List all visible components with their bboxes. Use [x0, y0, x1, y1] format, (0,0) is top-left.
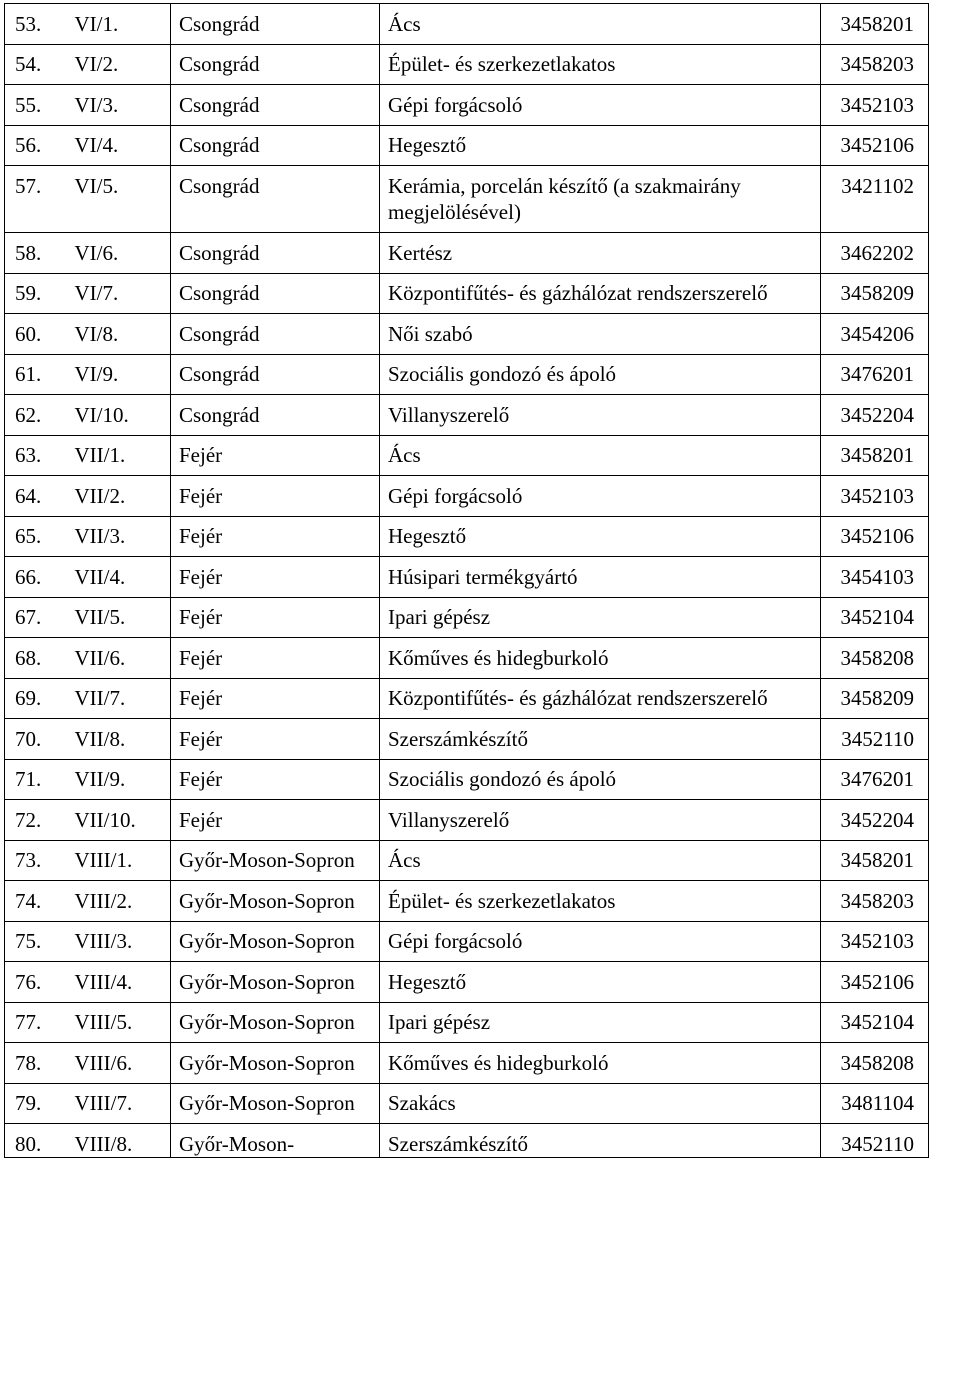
table-row	[5, 273, 929, 314]
table-row	[5, 921, 929, 962]
row-number: 66.	[5, 557, 67, 598]
occupation-name: Épület- és szerkezetlakatos	[380, 881, 821, 922]
occupation-id: 3476201	[821, 759, 929, 800]
row-number: 62.	[5, 395, 67, 436]
occupation-name: Kerámia, porcelán készítő (a szakmairány megjelölésével)	[380, 166, 821, 233]
row-code: VII/2.	[67, 476, 171, 517]
county-name: Fejér	[171, 800, 380, 841]
table-body	[5, 4, 929, 1158]
occupation-name: Szakács	[380, 1083, 821, 1124]
row-number: 71.	[5, 759, 67, 800]
occupation-name: Szociális gondozó és ápoló	[380, 759, 821, 800]
row-number: 56.	[5, 125, 67, 166]
occupation-id: 3458201	[821, 435, 929, 476]
occupation-id: 3452106	[821, 962, 929, 1003]
row-number: 70.	[5, 719, 67, 760]
county-name: Fejér	[171, 638, 380, 679]
occupation-id: 3452104	[821, 597, 929, 638]
row-number: 59.	[5, 273, 67, 314]
row-number: 77.	[5, 1002, 67, 1043]
occupation-name: Ács	[380, 435, 821, 476]
row-number: 78.	[5, 1043, 67, 1084]
row-code: VII/10.	[67, 800, 171, 841]
county-name: Fejér	[171, 719, 380, 760]
occupation-name: Ács	[380, 4, 821, 45]
table-row	[5, 840, 929, 881]
table-row	[5, 800, 929, 841]
row-code: VI/8.	[67, 314, 171, 355]
row-number: 54.	[5, 44, 67, 85]
table-row	[5, 759, 929, 800]
row-code: VII/5.	[67, 597, 171, 638]
occupation-id: 3452103	[821, 85, 929, 126]
row-code: VIII/4.	[67, 962, 171, 1003]
occupation-name: Gépi forgácsoló	[380, 85, 821, 126]
row-code: VII/8.	[67, 719, 171, 760]
county-name: Csongrád	[171, 233, 380, 274]
occupation-id: 3458209	[821, 678, 929, 719]
row-code: VI/5.	[67, 166, 171, 233]
row-code: VII/9.	[67, 759, 171, 800]
county-name: Csongrád	[171, 85, 380, 126]
occupation-id: 3452104	[821, 1002, 929, 1043]
row-code: VI/10.	[67, 395, 171, 436]
county-name: Csongrád	[171, 4, 380, 45]
occupation-name: Gépi forgácsoló	[380, 921, 821, 962]
occupation-id: 3481104	[821, 1083, 929, 1124]
occupation-id: 3458208	[821, 638, 929, 679]
occupation-name: Húsipari termékgyártó	[380, 557, 821, 598]
occupation-name: Kertész	[380, 233, 821, 274]
row-code: VII/3.	[67, 516, 171, 557]
row-number: 61.	[5, 354, 67, 395]
row-code: VI/3.	[67, 85, 171, 126]
county-name: Fejér	[171, 435, 380, 476]
table-row	[5, 1083, 929, 1124]
row-code: VIII/2.	[67, 881, 171, 922]
occupation-name: Épület- és szerkezetlakatos	[380, 44, 821, 85]
county-name: Csongrád	[171, 44, 380, 85]
table-row	[5, 166, 929, 233]
row-number: 63.	[5, 435, 67, 476]
county-name: Csongrád	[171, 166, 380, 233]
table-row	[5, 233, 929, 274]
row-code: VIII/7.	[67, 1083, 171, 1124]
occupations-table	[4, 3, 929, 1158]
table-row	[5, 962, 929, 1003]
occupation-name: Női szabó	[380, 314, 821, 355]
table-row	[5, 719, 929, 760]
county-name: Győr-Moson-Sopron	[171, 881, 380, 922]
row-number: 65.	[5, 516, 67, 557]
row-number: 68.	[5, 638, 67, 679]
row-number: 64.	[5, 476, 67, 517]
occupation-name: Központifűtés- és gázhálózat rendszerszerelő	[380, 273, 821, 314]
row-code: VII/7.	[67, 678, 171, 719]
table-row	[5, 1043, 929, 1084]
county-name: Győr-Moson-Sopron	[171, 1083, 380, 1124]
occupation-id: 3452204	[821, 395, 929, 436]
county-name: Győr-Moson-Sopron	[171, 1002, 380, 1043]
occupation-id: 3452103	[821, 921, 929, 962]
row-code: VII/4.	[67, 557, 171, 598]
county-name: Fejér	[171, 557, 380, 598]
table-row	[5, 557, 929, 598]
row-number: 69.	[5, 678, 67, 719]
occupation-name: Ipari gépész	[380, 1002, 821, 1043]
occupation-name: Szociális gondozó és ápoló	[380, 354, 821, 395]
occupation-id: 3452106	[821, 125, 929, 166]
occupation-name: Ipari gépész	[380, 597, 821, 638]
county-name: Csongrád	[171, 354, 380, 395]
row-code: VIII/5.	[67, 1002, 171, 1043]
row-code: VIII/1.	[67, 840, 171, 881]
occupation-name: Hegesztő	[380, 125, 821, 166]
occupation-name: Villanyszerelő	[380, 800, 821, 841]
county-name: Csongrád	[171, 395, 380, 436]
occupation-name: Villanyszerelő	[380, 395, 821, 436]
row-code: VI/4.	[67, 125, 171, 166]
table-row	[5, 395, 929, 436]
row-number: 80.	[5, 1124, 67, 1158]
row-number: 73.	[5, 840, 67, 881]
occupation-name: Ács	[380, 840, 821, 881]
occupation-id: 3454206	[821, 314, 929, 355]
county-name: Győr-Moson-Sopron	[171, 840, 380, 881]
county-name: Győr-Moson-Sopron	[171, 962, 380, 1003]
county-name: Csongrád	[171, 273, 380, 314]
table-row	[5, 1002, 929, 1043]
occupation-id: 3452103	[821, 476, 929, 517]
table-row	[5, 1124, 929, 1158]
occupation-id: 3458203	[821, 44, 929, 85]
occupation-id: 3458209	[821, 273, 929, 314]
row-number: 57.	[5, 166, 67, 233]
table-row	[5, 476, 929, 517]
occupation-id: 3462202	[821, 233, 929, 274]
occupation-id: 3458201	[821, 840, 929, 881]
county-name: Győr-Moson-Sopron	[171, 921, 380, 962]
row-code: VI/9.	[67, 354, 171, 395]
county-name: Fejér	[171, 759, 380, 800]
row-number: 67.	[5, 597, 67, 638]
occupation-id: 3452106	[821, 516, 929, 557]
county-name: Fejér	[171, 678, 380, 719]
occupation-name: Hegesztő	[380, 962, 821, 1003]
table-row	[5, 125, 929, 166]
county-name: Fejér	[171, 516, 380, 557]
row-number: 75.	[5, 921, 67, 962]
occupation-id: 3452204	[821, 800, 929, 841]
row-code: VIII/8.	[67, 1124, 171, 1158]
table-row	[5, 678, 929, 719]
row-number: 55.	[5, 85, 67, 126]
occupation-name: Szerszámkészítő	[380, 719, 821, 760]
occupation-id: 3458203	[821, 881, 929, 922]
occupation-id: 3476201	[821, 354, 929, 395]
row-number: 76.	[5, 962, 67, 1003]
occupation-name: Központifűtés- és gázhálózat rendszerszerelő	[380, 678, 821, 719]
table-row	[5, 638, 929, 679]
table-row	[5, 354, 929, 395]
row-number: 72.	[5, 800, 67, 841]
row-code: VI/7.	[67, 273, 171, 314]
row-number: 79.	[5, 1083, 67, 1124]
occupation-id: 3454103	[821, 557, 929, 598]
occupation-id: 3458208	[821, 1043, 929, 1084]
county-name: Győr-Moson-Sopron	[171, 1043, 380, 1084]
occupation-id: 3452110	[821, 719, 929, 760]
table-row	[5, 85, 929, 126]
occupation-name: Kőműves és hidegburkoló	[380, 638, 821, 679]
row-code: VI/1.	[67, 4, 171, 45]
occupation-name: Szerszámkészítő	[380, 1124, 821, 1158]
row-number: 58.	[5, 233, 67, 274]
occupation-name: Gépi forgácsoló	[380, 476, 821, 517]
row-code: VI/6.	[67, 233, 171, 274]
row-code: VI/2.	[67, 44, 171, 85]
county-name: Győr-Moson-	[171, 1124, 380, 1158]
county-name: Fejér	[171, 597, 380, 638]
table-row	[5, 314, 929, 355]
table-row	[5, 435, 929, 476]
table-row	[5, 516, 929, 557]
occupation-name: Hegesztő	[380, 516, 821, 557]
occupation-id: 3452110	[821, 1124, 929, 1158]
row-code: VIII/6.	[67, 1043, 171, 1084]
row-code: VIII/3.	[67, 921, 171, 962]
county-name: Csongrád	[171, 314, 380, 355]
county-name: Csongrád	[171, 125, 380, 166]
table-row	[5, 4, 929, 45]
table-row	[5, 881, 929, 922]
occupation-id: 3458201	[821, 4, 929, 45]
row-number: 53.	[5, 4, 67, 45]
row-code: VII/6.	[67, 638, 171, 679]
table-row	[5, 597, 929, 638]
county-name: Fejér	[171, 476, 380, 517]
occupation-id: 3421102	[821, 166, 929, 233]
row-code: VII/1.	[67, 435, 171, 476]
occupation-name: Kőműves és hidegburkoló	[380, 1043, 821, 1084]
row-number: 74.	[5, 881, 67, 922]
row-number: 60.	[5, 314, 67, 355]
table-row	[5, 44, 929, 85]
